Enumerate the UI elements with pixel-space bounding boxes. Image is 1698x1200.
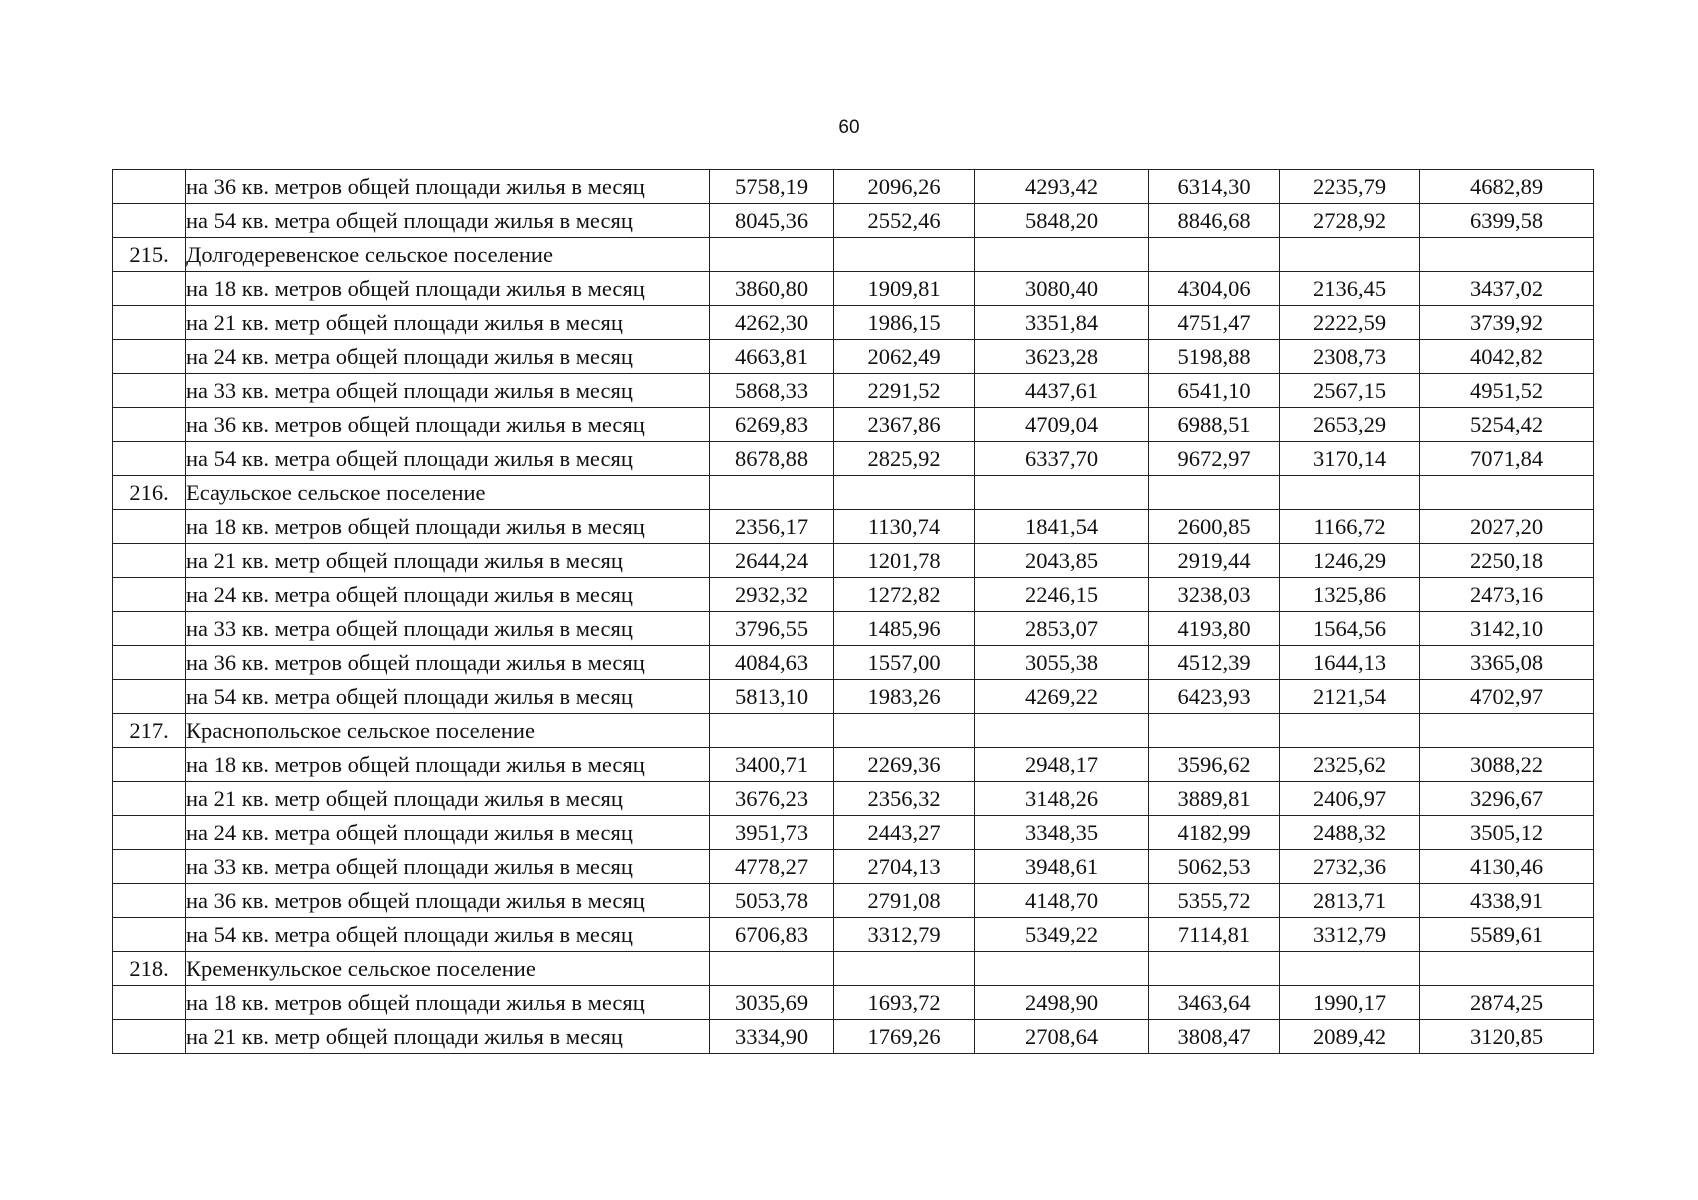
value-cell: 3623,28 <box>975 340 1149 374</box>
value-cell: 8045,36 <box>710 204 834 238</box>
value-cell: 2367,86 <box>834 408 975 442</box>
value-cell <box>710 714 834 748</box>
value-cell: 5868,33 <box>710 374 834 408</box>
value-cell: 2235,79 <box>1280 170 1420 204</box>
description-cell: на 18 кв. метров общей площади жилья в месяц <box>186 510 710 544</box>
value-cell: 3889,81 <box>1149 782 1280 816</box>
value-cell: 3080,40 <box>975 272 1149 306</box>
value-cell <box>710 952 834 986</box>
value-cell: 4338,91 <box>1420 884 1594 918</box>
value-cell: 7071,84 <box>1420 442 1594 476</box>
value-cell: 5254,42 <box>1420 408 1594 442</box>
value-cell: 2498,90 <box>975 986 1149 1020</box>
table-row <box>113 782 1594 816</box>
row-number-cell <box>113 204 186 238</box>
row-number-cell <box>113 1020 186 1054</box>
value-cell: 5813,10 <box>710 680 834 714</box>
value-cell <box>834 238 975 272</box>
description-cell: на 21 кв. метр общей площади жилья в месяц <box>186 1020 710 1054</box>
value-cell: 2919,44 <box>1149 544 1280 578</box>
description-cell: на 54 кв. метра общей площади жилья в месяц <box>186 918 710 952</box>
value-cell: 3334,90 <box>710 1020 834 1054</box>
section-header-row <box>113 238 1594 272</box>
value-cell <box>1280 952 1420 986</box>
value-cell: 8846,68 <box>1149 204 1280 238</box>
value-cell: 2473,16 <box>1420 578 1594 612</box>
value-cell: 3796,55 <box>710 612 834 646</box>
row-number-cell <box>113 442 186 476</box>
settlement-name-cell: Есаульское сельское поселение <box>186 476 710 510</box>
value-cell: 3142,10 <box>1420 612 1594 646</box>
tariff-table <box>112 169 1594 1054</box>
description-cell: на 24 кв. метра общей площади жилья в месяц <box>186 816 710 850</box>
section-header-row <box>113 476 1594 510</box>
value-cell: 3860,80 <box>710 272 834 306</box>
row-number-cell <box>113 306 186 340</box>
value-cell <box>1420 952 1594 986</box>
value-cell: 1769,26 <box>834 1020 975 1054</box>
value-cell: 3365,08 <box>1420 646 1594 680</box>
table-row <box>113 544 1594 578</box>
row-number-cell <box>113 510 186 544</box>
value-cell: 4751,47 <box>1149 306 1280 340</box>
row-number-cell: 215. <box>113 238 186 272</box>
value-cell: 2704,13 <box>834 850 975 884</box>
value-cell: 5198,88 <box>1149 340 1280 374</box>
row-number-cell <box>113 578 186 612</box>
value-cell: 3296,67 <box>1420 782 1594 816</box>
value-cell <box>1420 238 1594 272</box>
value-cell: 2874,25 <box>1420 986 1594 1020</box>
value-cell: 6269,83 <box>710 408 834 442</box>
description-cell: на 21 кв. метр общей площади жилья в месяц <box>186 306 710 340</box>
value-cell: 1693,72 <box>834 986 975 1020</box>
value-cell <box>1149 952 1280 986</box>
value-cell: 4778,27 <box>710 850 834 884</box>
value-cell: 4437,61 <box>975 374 1149 408</box>
value-cell: 6337,70 <box>975 442 1149 476</box>
value-cell <box>1420 714 1594 748</box>
value-cell: 2250,18 <box>1420 544 1594 578</box>
table-row <box>113 850 1594 884</box>
table-row <box>113 374 1594 408</box>
value-cell: 2027,20 <box>1420 510 1594 544</box>
value-cell: 3739,92 <box>1420 306 1594 340</box>
description-cell: на 18 кв. метров общей площади жилья в месяц <box>186 748 710 782</box>
value-cell: 2488,32 <box>1280 816 1420 850</box>
table-row <box>113 204 1594 238</box>
value-cell: 7114,81 <box>1149 918 1280 952</box>
value-cell: 2269,36 <box>834 748 975 782</box>
value-cell: 6706,83 <box>710 918 834 952</box>
value-cell: 1564,56 <box>1280 612 1420 646</box>
table-row <box>113 442 1594 476</box>
table-row <box>113 646 1594 680</box>
value-cell <box>710 238 834 272</box>
section-header-row <box>113 952 1594 986</box>
table-row <box>113 816 1594 850</box>
value-cell: 3676,23 <box>710 782 834 816</box>
value-cell: 6399,58 <box>1420 204 1594 238</box>
table-row <box>113 510 1594 544</box>
value-cell: 5589,61 <box>1420 918 1594 952</box>
value-cell: 2222,59 <box>1280 306 1420 340</box>
value-cell: 5053,78 <box>710 884 834 918</box>
row-number-cell <box>113 544 186 578</box>
description-cell: на 21 кв. метр общей площади жилья в месяц <box>186 544 710 578</box>
table-body <box>113 170 1594 1054</box>
value-cell: 2356,32 <box>834 782 975 816</box>
table-row <box>113 578 1594 612</box>
value-cell: 4709,04 <box>975 408 1149 442</box>
value-cell: 6314,30 <box>1149 170 1280 204</box>
row-number-cell <box>113 374 186 408</box>
row-number-cell <box>113 986 186 1020</box>
value-cell: 3312,79 <box>1280 918 1420 952</box>
description-cell: на 36 кв. метров общей площади жилья в месяц <box>186 646 710 680</box>
value-cell: 2308,73 <box>1280 340 1420 374</box>
value-cell: 2096,26 <box>834 170 975 204</box>
value-cell: 4682,89 <box>1420 170 1594 204</box>
value-cell: 2653,29 <box>1280 408 1420 442</box>
value-cell <box>1149 714 1280 748</box>
value-cell: 6541,10 <box>1149 374 1280 408</box>
value-cell: 2600,85 <box>1149 510 1280 544</box>
row-number-cell <box>113 680 186 714</box>
value-cell <box>1280 714 1420 748</box>
description-cell: на 33 кв. метра общей площади жилья в месяц <box>186 612 710 646</box>
row-number-cell: 216. <box>113 476 186 510</box>
row-number-cell <box>113 816 186 850</box>
table-row <box>113 340 1594 374</box>
settlement-name-cell: Кременкульское сельское поселение <box>186 952 710 986</box>
value-cell <box>834 952 975 986</box>
value-cell <box>1149 476 1280 510</box>
value-cell: 1986,15 <box>834 306 975 340</box>
value-cell: 2708,64 <box>975 1020 1149 1054</box>
description-cell: на 33 кв. метра общей площади жилья в месяц <box>186 850 710 884</box>
value-cell: 1201,78 <box>834 544 975 578</box>
value-cell: 4084,63 <box>710 646 834 680</box>
value-cell: 2813,71 <box>1280 884 1420 918</box>
value-cell <box>1280 476 1420 510</box>
value-cell: 3808,47 <box>1149 1020 1280 1054</box>
value-cell: 3120,85 <box>1420 1020 1594 1054</box>
value-cell: 1644,13 <box>1280 646 1420 680</box>
description-cell: на 33 кв. метра общей площади жилья в месяц <box>186 374 710 408</box>
value-cell: 2825,92 <box>834 442 975 476</box>
table-row <box>113 272 1594 306</box>
description-cell: на 54 кв. метра общей площади жилья в месяц <box>186 204 710 238</box>
value-cell: 2732,36 <box>1280 850 1420 884</box>
value-cell: 4262,30 <box>710 306 834 340</box>
value-cell: 3055,38 <box>975 646 1149 680</box>
value-cell: 1909,81 <box>834 272 975 306</box>
value-cell <box>975 952 1149 986</box>
value-cell: 2728,92 <box>1280 204 1420 238</box>
row-number-cell: 217. <box>113 714 186 748</box>
settlement-name-cell: Краснопольское сельское поселение <box>186 714 710 748</box>
value-cell: 1990,17 <box>1280 986 1420 1020</box>
value-cell <box>834 714 975 748</box>
value-cell: 3951,73 <box>710 816 834 850</box>
description-cell: на 24 кв. метра общей площади жилья в месяц <box>186 578 710 612</box>
value-cell: 3505,12 <box>1420 816 1594 850</box>
value-cell: 2948,17 <box>975 748 1149 782</box>
value-cell: 6988,51 <box>1149 408 1280 442</box>
value-cell: 2791,08 <box>834 884 975 918</box>
description-cell: на 18 кв. метров общей площади жилья в месяц <box>186 272 710 306</box>
value-cell <box>834 476 975 510</box>
value-cell: 3348,35 <box>975 816 1149 850</box>
description-cell: на 36 кв. метров общей площади жилья в месяц <box>186 884 710 918</box>
value-cell: 5355,72 <box>1149 884 1280 918</box>
value-cell: 4304,06 <box>1149 272 1280 306</box>
value-cell: 2121,54 <box>1280 680 1420 714</box>
value-cell: 5758,19 <box>710 170 834 204</box>
value-cell: 3148,26 <box>975 782 1149 816</box>
value-cell: 4702,97 <box>1420 680 1594 714</box>
description-cell: на 36 кв. метров общей площади жилья в месяц <box>186 170 710 204</box>
value-cell: 2356,17 <box>710 510 834 544</box>
value-cell: 3035,69 <box>710 986 834 1020</box>
description-cell: на 21 кв. метр общей площади жилья в месяц <box>186 782 710 816</box>
value-cell: 2567,15 <box>1280 374 1420 408</box>
value-cell: 2932,32 <box>710 578 834 612</box>
value-cell <box>710 476 834 510</box>
description-cell: на 36 кв. метров общей площади жилья в месяц <box>186 408 710 442</box>
table-row <box>113 408 1594 442</box>
table-row <box>113 748 1594 782</box>
value-cell: 9672,97 <box>1149 442 1280 476</box>
value-cell: 1166,72 <box>1280 510 1420 544</box>
row-number-cell <box>113 272 186 306</box>
row-number-cell <box>113 170 186 204</box>
table-row <box>113 884 1594 918</box>
description-cell: на 24 кв. метра общей площади жилья в месяц <box>186 340 710 374</box>
table-row <box>113 1020 1594 1054</box>
value-cell: 4951,52 <box>1420 374 1594 408</box>
row-number-cell <box>113 408 186 442</box>
description-cell: на 54 кв. метра общей площади жилья в месяц <box>186 442 710 476</box>
value-cell: 3312,79 <box>834 918 975 952</box>
value-cell: 3400,71 <box>710 748 834 782</box>
value-cell: 2325,62 <box>1280 748 1420 782</box>
value-cell: 2043,85 <box>975 544 1149 578</box>
value-cell: 2443,27 <box>834 816 975 850</box>
description-cell: на 18 кв. метров общей площади жилья в месяц <box>186 986 710 1020</box>
value-cell: 3463,64 <box>1149 986 1280 1020</box>
value-cell: 5349,22 <box>975 918 1149 952</box>
row-number-cell <box>113 782 186 816</box>
value-cell <box>1149 238 1280 272</box>
table-row <box>113 680 1594 714</box>
value-cell: 4042,82 <box>1420 340 1594 374</box>
value-cell: 3088,22 <box>1420 748 1594 782</box>
section-header-row <box>113 714 1594 748</box>
value-cell: 2644,24 <box>710 544 834 578</box>
value-cell: 4293,42 <box>975 170 1149 204</box>
value-cell <box>1420 476 1594 510</box>
value-cell: 4182,99 <box>1149 816 1280 850</box>
value-cell: 3238,03 <box>1149 578 1280 612</box>
value-cell: 5062,53 <box>1149 850 1280 884</box>
value-cell: 6423,93 <box>1149 680 1280 714</box>
value-cell: 4663,81 <box>710 340 834 374</box>
value-cell: 3351,84 <box>975 306 1149 340</box>
value-cell: 1983,26 <box>834 680 975 714</box>
value-cell: 1246,29 <box>1280 544 1420 578</box>
value-cell: 4512,39 <box>1149 646 1280 680</box>
value-cell: 1272,82 <box>834 578 975 612</box>
description-cell: на 54 кв. метра общей площади жилья в месяц <box>186 680 710 714</box>
value-cell: 2552,46 <box>834 204 975 238</box>
row-number-cell: 218. <box>113 952 186 986</box>
value-cell <box>975 714 1149 748</box>
value-cell: 2291,52 <box>834 374 975 408</box>
value-cell: 2246,15 <box>975 578 1149 612</box>
value-cell: 2136,45 <box>1280 272 1420 306</box>
value-cell: 3170,14 <box>1280 442 1420 476</box>
value-cell: 2853,07 <box>975 612 1149 646</box>
value-cell: 1325,86 <box>1280 578 1420 612</box>
row-number-cell <box>113 646 186 680</box>
value-cell: 4193,80 <box>1149 612 1280 646</box>
settlement-name-cell: Долгодеревенское сельское поселение <box>186 238 710 272</box>
table-row <box>113 170 1594 204</box>
value-cell: 2089,42 <box>1280 1020 1420 1054</box>
value-cell: 3596,62 <box>1149 748 1280 782</box>
table-row <box>113 918 1594 952</box>
value-cell: 3437,02 <box>1420 272 1594 306</box>
value-cell: 2406,97 <box>1280 782 1420 816</box>
value-cell: 4148,70 <box>975 884 1149 918</box>
value-cell: 1130,74 <box>834 510 975 544</box>
value-cell: 3948,61 <box>975 850 1149 884</box>
value-cell: 4269,22 <box>975 680 1149 714</box>
value-cell <box>975 476 1149 510</box>
value-cell: 8678,88 <box>710 442 834 476</box>
table-row <box>113 612 1594 646</box>
row-number-cell <box>113 748 186 782</box>
value-cell <box>1280 238 1420 272</box>
value-cell: 1485,96 <box>834 612 975 646</box>
row-number-cell <box>113 918 186 952</box>
value-cell: 4130,46 <box>1420 850 1594 884</box>
row-number-cell <box>113 340 186 374</box>
value-cell <box>975 238 1149 272</box>
table-row <box>113 986 1594 1020</box>
value-cell: 2062,49 <box>834 340 975 374</box>
table-row <box>113 306 1594 340</box>
value-cell: 1557,00 <box>834 646 975 680</box>
page-number: 60 <box>838 117 860 138</box>
value-cell: 5848,20 <box>975 204 1149 238</box>
value-cell: 1841,54 <box>975 510 1149 544</box>
row-number-cell <box>113 884 186 918</box>
row-number-cell <box>113 612 186 646</box>
row-number-cell <box>113 850 186 884</box>
